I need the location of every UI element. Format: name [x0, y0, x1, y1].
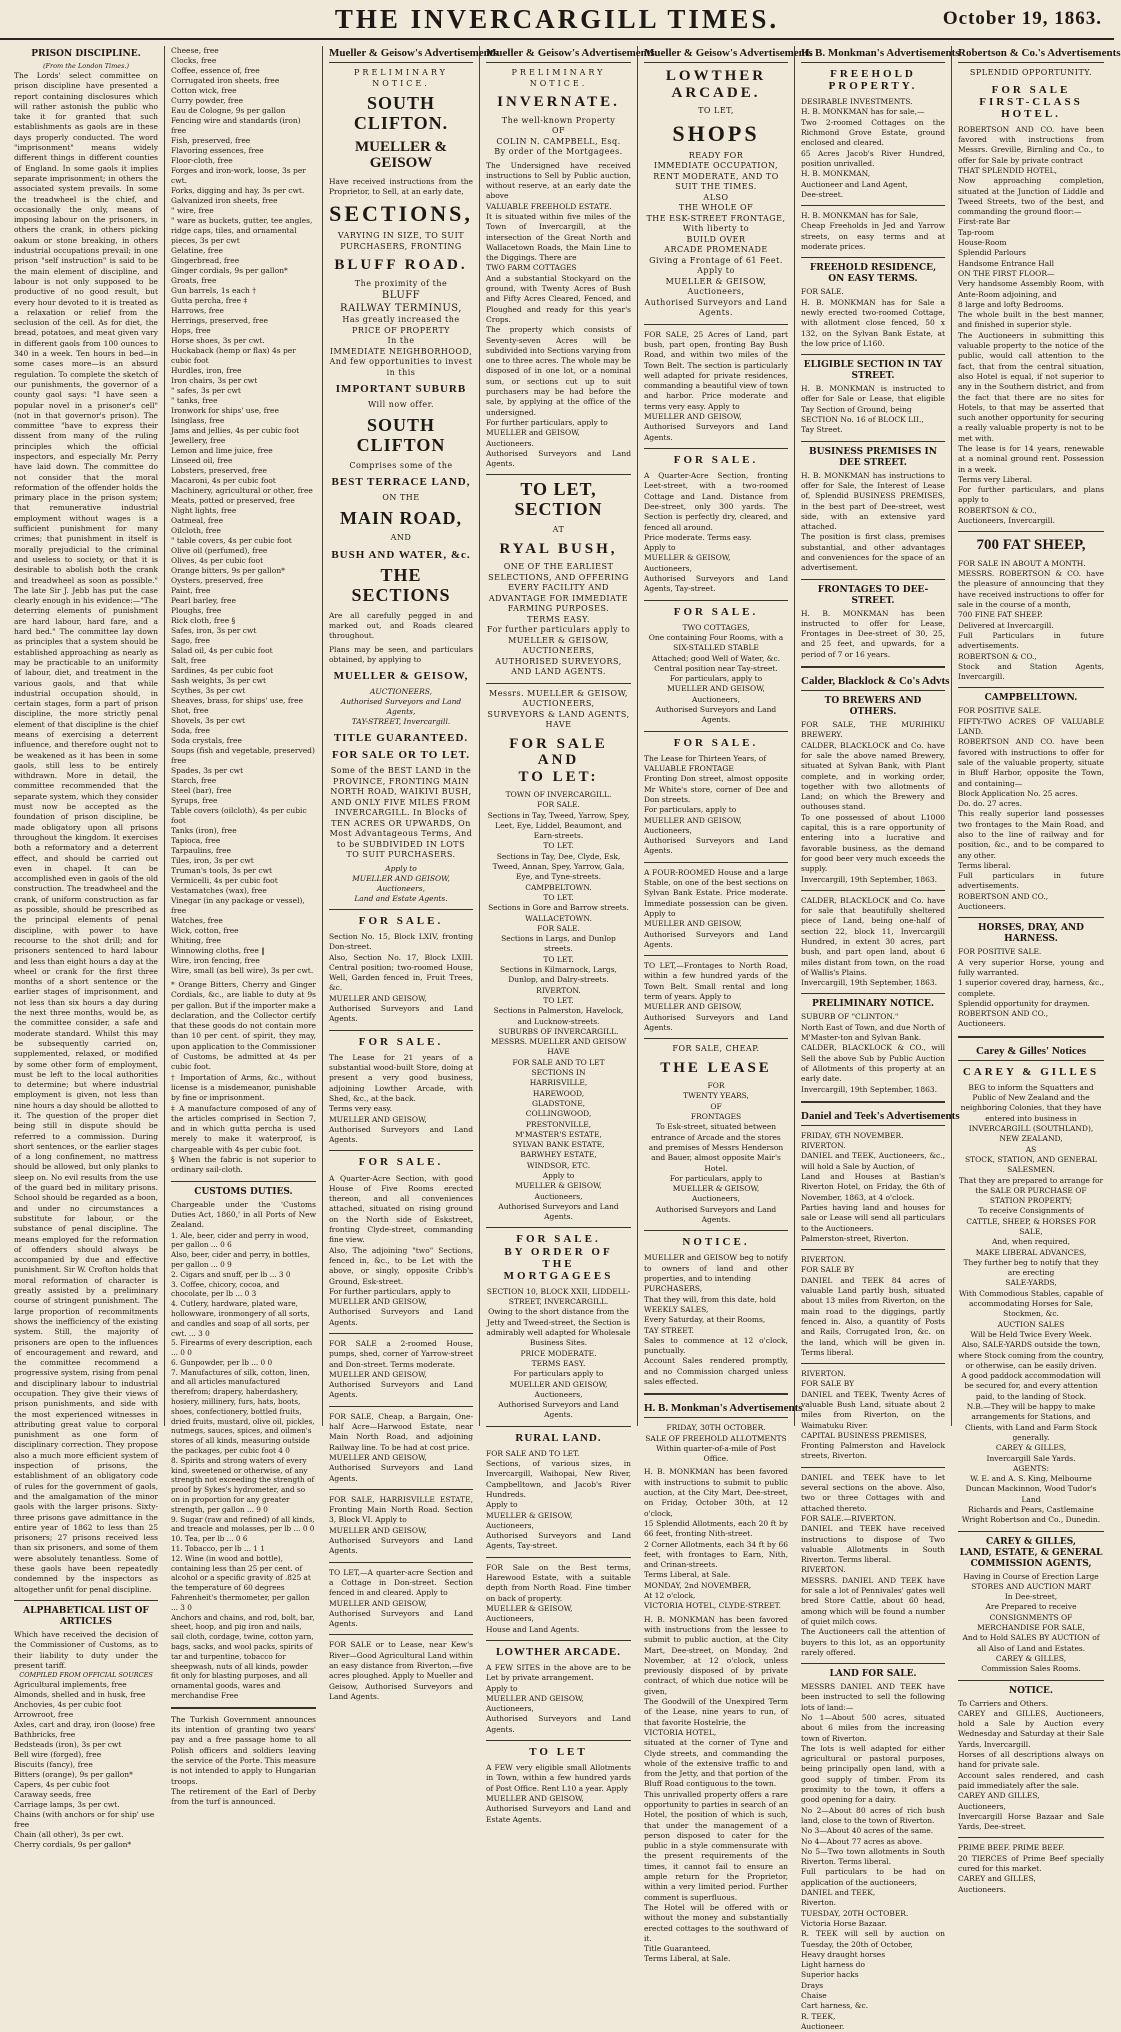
ad-text: Some of the BEST LAND in the PROVINCE, FRONTING MAIN NORTH ROAD, WAIKIVI BUSH, AND ONLY FIVE MILES FROM INVERCARGILL. In Blocks of TEN ACRES OR UPWARDS, On Most Advantageous Terms, And to be SUBDIVIDED IN LOTS TO SUIT PURCHASERS. [329, 766, 473, 860]
ad-text: Section No. 15, Block LXIV, fronting Don-street. Also, Section No. 17, Block LXIII. Central position; two-roomed House, Well, Garden fenced in, Fruit Trees, &c. MUELLER AND GEISOW, Authorised Surveyors and Land Agents. [329, 932, 473, 1024]
divider [801, 257, 945, 258]
ad-text: TO LET,—Frontages to North Road, within a few hundred yards of the Town Belt. Small rental and long term of years. Apply to MUELLER AND GEISOW, Authorised Surveyors and Land Agents. [644, 961, 788, 1032]
ad-text: The Undersigned have received instructions to Sell by Public auction, without reserve, at an early date the above VALUABLE FREEHOLD ESTATE. It is situated within five miles of the Town of Invercargill, at the intersection of the Great North and Wallacetown Roads, the Main Line to the Diggings. There are TWO FARM COTTAGES And a substantial Stockyard on the ground, with Twenty Acres of Bush and Fifty Acres Cleared, Fenced, and Ploughed and ready for this year's Crops. The property which consists of Seventy-seven Acres will be subdivided into Sections varying from one to three acres. The whole may be disposed of in one lot, or a nominal sum, or sections cut up to suit purchasers may be had before the sale, by applying at the office of the undersigned. For further particulars, apply to MUELLER and GEISOW, Auctioneers. Authorised Surveyors and Land Agents. [486, 160, 631, 469]
ad-agent-name: MUELLER & GEISOW [354, 138, 448, 172]
ad-text: BLUFF RAILWAY TERMINUS, [340, 290, 462, 315]
ad-headline: FOR SALE. [358, 1035, 444, 1048]
divider [801, 1363, 945, 1364]
ad-text: FRIDAY, 6TH NOVEMBER. RIVERTON. DANIEL and TEEK, Auctioneers, &c., will hold a Sale by Auction, of Land and Houses at Bastian's Riverton Hotel, on Friday, the 6th of November, 1863, at 4 o'clock. Parties having land and houses for sale or Lease will send all particulars to the Auctioneers. Palmerston-street, Riverton. [801, 1130, 945, 1243]
ad-text: BEG to inform the Squatters and Public of New Zealand and the neighboring Colonies, that they have entered into business in INVERCARGILL (SOUTHLAND), NEW ZEALAND, AS STOCK, STATION, AND GENERAL SALESMEN. That they are prepared to arrange for the SALE OR PURCHASE OF STATION PROPERTY; To receive Consignments of CATTLE, SHEEP, & HORSES FOR SALE, And, when required, MAKE LIBERAL ADVANCES, They further beg to notify that they are erecting SALE-YARDS, With Commodious Stables, capable of accommodating Horses for Sale, Stockmen, &c. AUCTION SALES Will be Held Twice Every Week. Also, SALE-YARDS outside the town, where Stock coming from the country, or otherwise, can be easily driven. A good paddock accommodation will be secured for, and every attention paid, to the landing of Stock. N.B.—They will be happy to make arrangements for Stations, and Clients, with Land and Farm Stock generally. CAREY & GILLES, Invercargill Sale Yards. AGENTS: W. E. and A. S. King, Melbourne Duncan Mackinnon, Wood Tudor's Land Richards and Pears, Castlemaine Wright Robertson and Co., Dunedin. [958, 1082, 1104, 1525]
ad-text: ON THE [382, 493, 420, 503]
ad-text: MUELLER and GEISOW beg to notify to owners of land and other properties, and to intending PURCHASERS, That they will, from this date, hold WEEKLY SALES, Every Saturday, at their Rooms, TAY STREET. Sales to commence at 12 o'clock, punctually. Account Sales rendered promptly, and no Commission charged unless sales effected. [644, 1253, 788, 1386]
divider [486, 1557, 631, 1558]
ad-text: FOR POSITIVE SALE. A very superior Horse, young and fully warranted. 1 superior covered dray, harness, &c., complete. Splendid opportunity for draymen. ROBERTSON AND CO., Auctioneers. [958, 947, 1104, 1029]
ad-text: CALDER, BLACKLOCK and Co. have for sale that beautifully sheltered piece of Land, being one-half of section 22, block 11, Invercargill Hundred, in extent 30 acres, part bush, and part open land, about 6 miles distant from town, on the road of Wallis's Plains. Invercargill, 19th September, 1863. [801, 895, 945, 988]
column-header: Mueller & Geisow's Advertisements [644, 46, 788, 63]
news-derby: The retirement of the Earl of Derby from the turf is announced. [171, 1786, 316, 1807]
list-intro: Which have received the decision of the Commissioner of Customs, as to their liability to duty under the present tariff. [14, 1629, 158, 1670]
ad-text: FOR SALE or to Lease, near Kew's River—Good Agricultural Land within an easy distance from Riverton,—five acres ploughed. Apply to Mueller and Geisow, Authorised Surveyors and Land Agents. [329, 1640, 473, 1701]
ad-text: ONE OF THE EARLIEST SELECTIONS, AND OFFERING EVERY FACILITY AND ADVANTAGE FOR IMMEDIATE FARMING PURPOSES. TERMS EASY. For further particulars apply to MUELLER & GEISOW, AUCTIONEERS, AUTHORISED SURVEYORS, AND LAND AGENTS. [486, 562, 631, 676]
ad-headline: FOR SALE. BY ORDER OF THE MORTGAGEES [503, 1233, 614, 1282]
ad-text: SUBURB OF "CLINTON." North East of Town, and due North of M'Master-ton and Sylvan Bank. CALDER, BLACKLOCK & CO., will Sell the above Sub by Public Auction of Allotments of this property at an early date. Invercargill, 19th September, 1863. [801, 1012, 945, 1094]
ad-text: TO LET, [698, 106, 734, 115]
ad-text: FRIDAY, 30TH OCTOBER. SALE OF FREEHOLD ALLOTMENTS Within quarter-of-a-mile of Post Office. [645, 1423, 787, 1464]
customs-intro: Chargeable under the 'Customs Duties Act, 1860,' in all Ports of New Zealand. [171, 1199, 316, 1230]
ad-headline: FREEHOLD RESIDENCE, ON EASY TERMS. [809, 263, 937, 285]
ad-headline: CAMPBELLTOWN. [984, 693, 1078, 704]
divider [644, 731, 788, 732]
ad-headline: THE LEASE [660, 1059, 772, 1076]
ad-text: FOR POSITIVE SALE. FIFTY-TWO ACRES OF VALUABLE LAND. ROBERTSON AND CO. have been favored with instructions to offer for sale of the valuable property, situate in Bluff Harbor, opposite the Town, and containing— Block Application No. 25 acres. Do. do. 27 acres. This really superior land possesses two frontages to the Main Road, and also to the line of railway and for position, &c., and to be compared to any other. Terms liberal. Full particulars in future advertisements. ROBERTSON AND CO., Auctioneers. [958, 706, 1104, 912]
ad-headline: NOTICE. [682, 1236, 750, 1249]
ad-headline: TO LET, SECTION [514, 479, 603, 520]
ad-text: H. B. MONKMAN has been favored with instructions from the lessee to submit to public auction, at the City Mart, Dee-street, on Monday, 2nd November, at 12 o'clock, unless previously disposed of by private contract, of which due notice will be given, The Goodwill of the Unexpired Term of the Lease, nine years to run, of that favorite Hostelrie, the VICTORIA HOTEL, situated at the corner of Tyne and Clyde streets, and commanding the whole of the extensive traffic to and from the Jetty, and that portion of the Bluff Road contiguous to the town. This unrivalled property offers a rare opportunity to parties in search of an Hotel, the position of which is such, that under the management of a person disposed to cater for the public in a style commensurate with the present requirements of the times, it cannot fail to ensure an ample return for the Proprietor, within a very limited period. Further comment is superfluous. The Hotel will be offered with or without the money and substantially erected cottages to the southward of it. Title Guaranteed. Terms Liberal, at Sale. [644, 1614, 788, 1964]
section-header: Carey & Gilles' Notices [958, 1044, 1104, 1061]
ad-text: H. B. MONKMAN has been instructed to offer for Lease, Frontages in Dee-street of 30, 25, and 25 feet, and upwards, for a period of 7 or 16 years. [801, 608, 945, 659]
ad-text: A Quarter-Acre Section, fronting Leet-street, with a two-roomed Cottage and Land. Distance from Dee-street, only 300 yards. The Section is perfectly dry, cleared, and fenced all around. Price moderate. Terms easy. Apply to MUELLER & GEISOW, Auctioneers, Authorised Surveyors and Land Agents, Tay-street. [644, 471, 788, 594]
news-turkish: The Turkish Government announces its intention of granting two years' pay and a free passage home to all Polish officers and soldiers leaving the service of the Porte. This measure is not intended to apply to Hungarian troops. [171, 1714, 316, 1786]
ad-headline: FOR SALE. [673, 736, 759, 749]
ad-text: FOR SALE IN ABOUT A MONTH. MESSRS. ROBERTSON & CO. have the pleasure of announcing that they have received instructions to offer for sale in the course of a month, 700 FINE FAT SHEEP. Delivered at Invercargill. Full Particulars in future advertisements. ROBERTSON & CO., Stock and Station Agents, Invercargill. [958, 558, 1104, 682]
ad-text: FOR SALE, THE MURIHIKU BREWERY. CALDER, BLACKLOCK and Co. have for sale the above named Brewery, situated at Sylvan Bank, with Plant complete, and in working order, together with two allotments of Land; on which the Brewery and outhouses stand. To one possessed of about L1000 capital, this is a rare opportunity of entering into a lucrative and favorable business, as the demand for good beer very much exceeds the supply. Invercargill, 19th September, 1863. [801, 720, 945, 884]
ad-headline: FRONTAGES TO DEE-STREET. [817, 584, 929, 606]
ad-text: DESIRABLE INVESTMENTS. H. B. MONKMAN has for sale,— Two 2-roomed Cottages on the Richmond Grove Estate, ground enclosed and cleared. 65 Acres Jacob's River Hundred, position unrivalled. H. B. MONKMAN, Auctioneer and Land Agent, Dee-street. [801, 97, 945, 199]
column-7 [952, 46, 1121, 1894]
divider [958, 531, 1104, 532]
divider [958, 1036, 1104, 1038]
ad-headline: FOR SALE AND TO LET: [509, 735, 608, 785]
ad-text: FOR SALE, 25 Acres of Land, part bush, part open, fronting Bay Bush Road, and within two miles of the Town Belt. The section is particularly well adapted for private residences, commanding a beautiful view of town and harbor. Price moderate and terms very easy. Apply to MUELLER AND GEISOW, Authorised Surveyors and Land Agents. [644, 329, 788, 442]
ad-headline: TO BREWERS AND OTHERS. [824, 696, 922, 718]
ad-text: H. B. MONKMAN has for Sale, Cheap Freeholds in Jed and Yarrow streets, on easy terms and at moderate prices. [801, 211, 945, 252]
ad-text: The well-known Property OF COLIN N. CAMPBELL, Esq. By order of the Mortgagees. [494, 115, 623, 156]
divider [329, 1333, 473, 1334]
ad-signature: Apply to MUELLER AND GEISOW, Auctioneers, Land and Estate Agents. [352, 863, 450, 903]
ad-text: A Quarter-Acre Section, with good House of Five Rooms erected thereon, and all conveniences attached, situated on rising ground on the North side of Eskstreet, fronting Clyde-street, commanding fine view. Also, The adjoining "two" Sections, fenced in, &c., to be Let with the above, or singly, opposite Cribb's Ground, Esk-street. For further particulars, apply to MUELLER AND GEISOW, Authorised Surveyors and Land Agents. [329, 1173, 473, 1327]
ad-kicker: PRELIMINARY NOTICE. [354, 68, 448, 88]
ad-text: RIVERTON. FOR SALE BY DANIEL and TEEK 84 acres of valuable Land partly bush, situated about 13 miles from Riverton, on the main road to the diggings, partly fenced in. Also, a quantity of Posts and Rails, Corrugated Iron, &c. on the land, which will be given in. Terms liberal. [801, 1255, 945, 1357]
divider [644, 862, 788, 863]
divider [958, 1680, 1104, 1681]
divider [801, 666, 945, 668]
ad-headline: BEST TERRACE LAND, [331, 476, 471, 489]
ad-headline: FOR SALE. [673, 453, 759, 466]
customs-heading: CUSTOMS DUTIES. [194, 1186, 293, 1197]
ad-text: FOR SALE, CHEAP. [672, 1044, 760, 1054]
column-1 [8, 46, 165, 1850]
divider [801, 993, 945, 994]
ad-headline: SHOPS [672, 120, 760, 146]
ad-headline: ELIGIBLE SECTION IN TAY STREET. [803, 360, 943, 382]
ad-text: READY FOR IMMEDIATE OCCUPATION, RENT MODERATE, AND TO SUIT THE TIMES. ALSO THE WHOLE OF THE ESK-STREET FRONTAGE, With liberty to BUILD OVER ARCADE PROMENADE Giving a Frontage of 61 Feet. Apply to MUELLER & GEISOW, Auctioneers, Authorised Surveyors and Land Agents. [644, 150, 788, 318]
column-4 [480, 46, 655, 1824]
ad-headline: LOWTHER ARCADE. [665, 68, 767, 101]
ad-headline: PRELIMINARY NOTICE. [812, 999, 934, 1010]
divider [329, 1030, 473, 1031]
ad-text: Are all carefully pegged in and marked out, and Roads cleared throughout. [329, 610, 473, 641]
divider [329, 1489, 473, 1490]
ad-headline: INVERNATE. [497, 94, 620, 110]
ad-headline: THE SECTIONS [351, 565, 451, 605]
divider [171, 1707, 316, 1709]
ad-text: H. B. MONKMAN is instructed to offer for Sale or Lease, that eligible Tay Section of Ground, being SECTION No. 16 of BLOCK LII., Tay Street. [801, 384, 945, 435]
column-header: Mueller & Geisow's Advertisements [486, 46, 631, 63]
divider [801, 1249, 945, 1250]
ad-text: Has greatly increased the PRICE OF PROPERTY In the IMMEDIATE NEIGHBORHOOD, And few opportunities to invest in this [329, 315, 473, 377]
divider [329, 1406, 473, 1407]
divider [958, 687, 1104, 688]
ad-headline: SOUTH CLIFTON [356, 414, 446, 455]
ad-headline: SECTIONS, [329, 201, 473, 227]
ad-headline: FOR SALE. [358, 914, 444, 927]
ad-text: RIVERTON. FOR SALE BY DANIEL and TEEK, Twenty Acres of valuable Bush Land, situate about 2 miles from Riverton, on the Waimatuku River. CAPITAL BUSINESS PREMISES, Fronting Palmerston and Havelock streets, Riverton. [801, 1369, 945, 1461]
articles-list-continued: Cheese, free Clocks, free Coffee, essence of, free Corrugated iron sheets, free Cotton wick, free Curry powder, free Eau de Cologne, 9s per gallon Fencing wire and standards (iron) free Fish, preserved, free Flavoring essences, free Floor-cloth, free Forges and iron-work, loose, 3s per cwt. Forks, digging and hay, 3s per cwt. Galvanized iron sheets, free " wire, free " ware as buckets, gutter, tee angles, ridge caps, tiles, and ornamental pieces, 3s per cwt Gelatine, free Gingerbread, free Ginger cordials, 9s per gallon* Groats, free Gun barrels, 1s each † Gutta percha, free ‡ Harrows, free Herrings, preserved, free Hops, free Horse shoes, 3s per cwt. Huckaback (hemp or flax) 4s per cubic foot Hurdles, iron, free Iron chairs, 3s per cwt " safes, 3s per cwt " tanks, free Ironwork for ships' use, free Isinglass, free Jams and jellies, 4s per cubic foot Jewellery, free Lemon and lime juice, free Linseed oil, free Lobsters, preserved, free Macaroni, 4s per cubic foot Machinery, agricultural or other, free Meats, potted or preserved, free Night lights, free Oatmeal, free Oilcloth, free " table covers, 4s per cubic foot Olive oil (perfumed), free Olives, 4s per cubic foot Orange bitters, 9s per gallon* Oysters, preserved, free Paint, free Pearl barley, free Ploughs, free Rick cloth, free § Safes, iron, 3s per cwt Sago, free Salad oil, 4s per cubic foot Salt, free Sardines, 4s per cubic foot Sash weights, 3s per cwt Scythes, 3s per cwt Sheaves, brass, for ships' use, free Shot, free Shovels, 3s per cwt Soda, free Soda crystals, free Soups (fish and vegetable, preserved) free Spades, 3s per cwt Starch, free Steel (bar), free Syrups, free Table covers (oilcloth), 4s per cubic foot Tanks (iron), free Tapioca, free Tarpaulins, free Tiles, iron, 3s per cwt Truman's tools, 3s per cwt Vermicelli, 4s per cubic foot Vestamatches (wax), free Vinegar (in any package or vessel), free Watches, free Wick, cotton, free Whiting, free Winnowing cloths, free ‖ Wire, iron fencing, free Wire, small (as bell wire), 3s per cwt. [171, 46, 315, 975]
masthead [0, 0, 1114, 40]
customs-duties-table: 1. Ale, beer, cider and perry in wood, per gallon ... 0 6 Also, beer, cider and perry, in bottles, per gallon ... 0 9 2. Cigars and snuff, per lb ... 3 0 3. Coffee, chicory, cocoa, and chocolate, per lb ... 0 3 4. Cutlery, hardware, plated ware, hollowware, ironmongery of all sorts, and candles and soap of all sorts, per cwt. ... 3 0 5. Firearms of every description, each ... 0 0 6. Gunpowder, per lb ... 0 0 7. Manufactures of silk, cotton, linen, and all articles manufactured therefrom; drapery, haberdashery, hosiery, millinery, furs, hats, boots, shoes, confectionery, bottled fruits, dried fruits, mustard, olive oil, pickles, nutmegs, sauces, spices, and oilmen's stores of all kinds, measuring outside the packages, per cubic foot 4 0 8. Spirits and strong waters of every kind, sweetened or otherwise, of any strength not exceeding the strength of proof by Sykes's hydrometer, and so on in proportion for any greater strength, per gallon ... 9 0 9. Sugar (raw and refined) of all kinds, and treacle and molasses, per lb ... 0 0 10. Tea, per lb ... 0 6 11. Tobacco, per lb ... 1 1 12. Wine (in wood and bottle), containing less than 25 per cent. of alcohol or a specific gravity of .825 at the temperature of 60 degrees Fahrenheit's thermometer, per gallon ... 3 0 Anchors and chains, and rod, bolt, bar, sheet, hoop, and pig iron and nails, sail cloth, cordage, twine, cotton yarn, bags, sacks, and wool packs, spirits of tar and turpentine, tobacco for sheepwash, nuts of all kinds, powder fit only for blasting purposes, and all ornamental goods, wares and merchandise Free [171, 1230, 315, 1700]
ad-text: TO LET,—A quarter-acre Section and a Cottage in Don-street. Section fenced in and cleared. Apply to MUELLER AND GEISOW, Authorised Surveyors and Land Agents. [329, 1567, 473, 1629]
column-header: Mueller & Geisow's Advertisements [329, 46, 473, 63]
ad-headline: IMPORTANT SUBURB [335, 383, 467, 396]
ad-text: FOR Sale on the Best terms, Harewood Estate, with a suitable depth from North Road. Fine timber on back of property. MUELLER & GEISOW, Auctioneers, House and Land Agents. [486, 1562, 631, 1634]
articles-list: Agricultural implements, free Almonds, shelled and in husk, free Anchovies, 4s per cubic foot Arrowroot, free Axles, cart and dray, iron (loose) free Bathbricks, free Bedsteads (iron), 3s per cwt Bell wire (forged), free Biscuits (fancy), free Bitters (orange), 9s per gallon* Capers, 4s per cubic foot Caraway seeds, free Carriage lamps, 3s per cwt. Chains (with anchors or for ship' use free Chain (all other), 3s per cwt. Cherry cordials, 9s per gallon* [14, 1680, 156, 1850]
ad-text: Having in Course of Erection Large STORES AND AUCTION MART In Dee-street, Are Prepared to receive CONSIGNMENTS OF MERCHANDISE FOR SALE, And to Hold SALES BY AUCTION of all Also of Land and Estates. CAREY & GILLES, Commission Sales Rooms. [962, 1571, 1100, 1674]
ad-text: FOR SALE AND TO LET. Sections, of various sizes, in Invercargill, Waihopai, New River, Campbelltown, and Jacob's River Hundreds. Apply to MUELLER & GEISOW, Auctioneers, Authorised Surveyors and Land Agents, Tay-street. [486, 1448, 631, 1551]
divider [486, 1426, 631, 1427]
section-header: H. B. Monkman's Advertisements [644, 1401, 788, 1418]
ad-text: Have received instructions from the Proprietor, to Sell, at an early date, [329, 176, 473, 196]
ad-headline: RYAL BUSH, [499, 540, 618, 557]
divider [644, 448, 788, 449]
divider [486, 1740, 631, 1741]
ad-kicker: PRELIMINARY NOTICE. [511, 68, 606, 88]
ad-text: H. B. MONKMAN has instructions to offer for Sale, the Interest of Lease of, Splendid BUSINESS PREMISES, in the best part of Dee-street, west side, with an extensive yard attached. The position is first class, premises substantial, and other advantages and conveniences for the space of an advertisement. [801, 470, 945, 573]
ad-text: SECTION 10, BLOCK XXII, LIDDELL-STREET, INVERCARGILL. Owing to the short distance from the Jetty and Tweed-street, the Section is admirably well adapted for Wholesale Business Sites. PRICE MODERATE. TERMS EASY. For particulars apply to MUELLER AND GEISOW, Auctioneers, Authorised Surveyors and Land Agents. [486, 1286, 631, 1420]
column-5 [638, 46, 813, 1964]
ad-text: A FEW SITES in the above are to be Let by private arrangement. Apply to MUELLER AND GEISOW, Auctioneers, Authorised Surveyors and Land Agents. [486, 1662, 631, 1734]
divider [329, 1562, 473, 1563]
divider [801, 1467, 945, 1468]
ad-headline: FOR SALE. [673, 605, 759, 618]
ad-text: FOR SALE. H. B. MONKMAN has for Sale a newly erected two-roomed Cottage, with allotment close fenced, 50 x 132, on the Sylvan Bank Estate, at the low price of L160. [801, 287, 945, 348]
ad-headline: CAREY & GILLES [962, 1065, 1100, 1078]
divider [329, 1634, 473, 1635]
ad-headline: FOR SALE OR TO LET. [332, 749, 470, 762]
divider [486, 683, 631, 684]
divider [644, 1038, 788, 1039]
ad-text: The proximity of the [354, 278, 448, 288]
column-6 [795, 46, 960, 2031]
ad-text: FOR SALE, Cheap, a Bargain, One-half Acre—Harwood Estate, near Main North Road, and adjoining Railway line. To be had at cost price. MUELLER AND GEISOW, Authorised Surveyors and Land Agents. [329, 1411, 473, 1483]
divider [801, 354, 945, 355]
divider [958, 917, 1104, 918]
ad-text: The Lease for Thirteen Years, of VALUABLE FRONTAGE Fronting Don street, almost opposite Mr White's store, corner of Dee and Don streets. For particulars, apply to MUELLER AND GEISOW, Auctioneers, Authorised Surveyors and Land Agents. [644, 753, 788, 856]
article-heading: PRISON DISCIPLINE. [31, 49, 141, 59]
ad-headline: NOTICE. [1008, 1685, 1054, 1696]
ad-headline: FREEHOLD PROPERTY. [828, 68, 918, 93]
divider [14, 1600, 158, 1601]
ad-agent-name: MUELLER & GEISOW, [333, 670, 469, 683]
article-body: The Lords' select committee on prison discipline have presented a report containing disclosures which will rather astonish the public who take it for granted that such establishments as gaols are in these days properly conducted. The word "imprisonment" means widely different things in different counties of England. In some gaols it implies separate imprisonment; in others the associated system prevails. In some the treadwheel is the chief, and occasionally the only, means of imposing labour on the prisoners, in others the crank, in others picking oakum or stone breaking, in others industrial occupations prevail; in one prison "self instruction" is said to be the main element of discipline, and labour is not only supposed to be productive of no good result, but every hour devoted to it is treated as a relaxation or relief from the seclusion of the cell. As for diet, the bread, potatoes, and meat given vary in different gaols from 100 ounces to 340 in a week. Ten hours in bed—in some cases more—is an absurd regulation. To complete the sketch of our punishments, the governor of a county gaol says: "I have seen a popular novel in a prisoner's cell" (not in that governor's prison). The committee "have to express their dissent from many of the ruling principles which the official inspectors, and especially Mr. Perry have laid down. The committee do not consider that the moral reformation of the offender holds the primary place in the prison system; that remunerative industrial employment without wages is a sufficient punishment for many crimes; that punishment in itself is morally prejudicial to the criminal and useless to society, or that it is desirable to abolish both the crank and treadwheel as soon as possible." The late Sir J. Jebb has put the case clearly enough in his evidence:—"The deterring elements of punishment are hard labour, hard fare, and a hard bed." The committee lay down as principles that a system should be established approaching as nearly as may be practicable to an uniformity of labour, diet, and treatment in the various gaols, and that while industrial occupation should, in certain stages, form a part of prison discipline, the more strictly penal element of that discipline is the chief means of exercising a deterrent influence, and therefore ought not to be weakened as it has been in some gaols, still less to be entirely withdrawn. More in detail, the committee recommended that the separate system, which they consider must now be accepted as the foundation of prison discipline, be made obligatory upon all prisons throughout the kingdom. It exercises both a reformatory and a deterrent effect, and should be carried out even in chapel. It can be accomplished even in gaols of the old construction. The treadwheel and the crank, of uniform construction as far as possible, should be prescribed as the principal elements of penal discipline, with power to have recourse to the shot drill; and for prisoners sentenced to hard labour and less than eight hours a day at the wheel or crank for the first three months of a short sentence or the earlier stages of imprisonment, and not less than six hours a day during the next three months, would be, as the committee consider, a safe and moderate standard. Whilst this may be subsequently carried on, supplemented, relaxed, or modified by some other form of employment, must be left to the local authorities to determine; but where industrial employment is given, not less than nine hours a day should be allotted to it. The question of the proper diet being still in dispute should be referred to a commission. During short sentences, or the earlier stages of a long confinement, no mattress should be allowed, but only planks to sleep on. No evil results from the use of the guard bed in military prisons. School should be regarded as a boon, and under no circumstances a substitute for labour, or the substance of penal discipline. The means employed for the reformation of offenders should always be accompanied by due and effective punishment. Sir W. Crofton holds that moral reformation of character is greatly assisted by a preliminary course of stringent punishment. The large proportion of recommitments shows the inefficiency of the existing system. Still, the majority of prisoners are open to the influences of encouragement and reward, and the committee recommend a progressive system, rising from penal and disciplinary labour to industrial occupation. They give their views of prison punishments, and side with the most experienced witnesses in attributing great value to corporal punishment as one form of disciplinary correction. They propose also a much more efficient system of inspection of prisons, the establishment of an obligatory code of rules for the government of gaols, and the amalgamation of the minor gaols with the larger prisons. Sixty-three prisons gave admittance in the entire year of 1862 to less than 25 prisoners; 27 prisons received less than six prisoners, and some of them were absolutely tenantless. Some of these gaols have been repeatedly condemned by the inspectors as altogether unfit for penal discipline. [14, 71, 158, 1594]
ad-text: FOR TWENTY YEARS, OF FRONTAGES To Esk-street, situated between entrance of Arcade and the stores and premises of Messrs Henderson and Bauer, almost opposite Mair's Hotel. For particulars, apply to MUELLER & GEISOW, Auctioneers, Authorised Surveyors and Land Agents. [648, 1081, 784, 1225]
divider [329, 1150, 473, 1151]
ad-headline: HORSES, DRAY, AND HARNESS. [978, 923, 1084, 945]
ad-text: H. B. MONKMAN has been favored with instructions to submit to public auction, at the City Mart, Dee-street, on Friday, October 30th, at 12 o'clock, 15 Splendid Allotments, each 20 ft by 66 feet, fronting Nith-street. 2 Corner Allotments, each 34 ft by 66 feet, with frontages to Earn, Nith, and Crinan-streets. Terms Liberal, at Sale. MONDAY, 2nd NOVEMBER, At 12 o'clock, VICTORIA HOTEL, CLYDE-STREET. [644, 1467, 788, 1611]
ad-text: TWO COTTAGES, One containing Four Rooms, with a SIX-STALLED STABLE Attached; good Well of Water, &c. Central position near Tay-street. For particulars, apply to MUELLER AND GEISOW, Auctioneers, Authorised Surveyors and Land Agents. [648, 622, 784, 725]
ad-headline: MAIN ROAD, [340, 507, 462, 528]
divider [801, 890, 945, 891]
ad-text: FOR SALE a 2-roomed House, pumps, shed, corner of Yarrow-street and Don-street. Terms moderate. MUELLER AND GEISOW, Authorised Surveyors and Land Agents. [329, 1338, 473, 1400]
divider [801, 1663, 945, 1664]
divider [329, 909, 473, 910]
divider [644, 600, 788, 601]
ad-headline: BLUFF ROAD. [334, 257, 468, 274]
newspaper-title: THE INVERCARGILL TIMES. [334, 4, 780, 34]
ad-text: Will now offer. [367, 400, 435, 410]
ad-headline: FOR SALE. [358, 1156, 444, 1169]
ad-headline: TO LET [529, 1746, 588, 1759]
divider [644, 1393, 788, 1395]
ad-text: VARYING IN SIZE, TO SUIT PURCHASERS, FRONTING [337, 231, 465, 251]
ad-headline: LOWTHER ARCADE. [495, 1645, 622, 1658]
ad-text: Plans may be seen, and particulars obtained, by applying to [329, 644, 473, 664]
column-3 [323, 46, 498, 1701]
ad-headline: SOUTH CLIFTON. [353, 93, 449, 133]
article-source: (From the London Times.) [42, 62, 130, 70]
ad-headline: TITLE GUARANTEED. [333, 732, 469, 745]
ad-headline: 700 FAT SHEEP, [976, 537, 1086, 554]
ad-headline: FOR SALE FIRST-CLASS HOTEL. [979, 83, 1083, 120]
divider [486, 1227, 631, 1228]
ad-headline: CAREY & GILLES, LAND, ESTATE, & GENERAL COMMISSION AGENTS, [959, 1536, 1103, 1569]
ad-text: AND [390, 533, 412, 543]
divider [486, 474, 631, 475]
issue-date: October 19, 1863. [942, 8, 1102, 29]
section-header: Calder, Blacklock & Co's Advts [801, 674, 945, 691]
divider [644, 324, 788, 325]
ad-headline: BUSH AND WATER, &c. [331, 548, 471, 561]
divider [486, 1640, 631, 1641]
ad-text: Messrs. MUELLER & GEISOW, AUCTIONEERS, SURVEYORS & LAND AGENTS, HAVE [487, 688, 630, 729]
column-header: Robertson & Co.'s Advertisements [958, 46, 1104, 63]
ad-text: The Lease for 21 years of a substantial wood-built Store, doing at present a very good business, adjoining Lowther Arcade, with Shed, &c., at the back. Terms very easy. MUELLER AND GEISOW, Authorised Surveyors and Land Agents. [329, 1052, 473, 1145]
ad-text: A FOUR-ROOMED House and a large Stable, on one of the best sections on Sylvan Bank Estate. Price moderate. Immediate possession can be given. Apply to MUELLER AND GEISOW, Authorised Surveyors and Land Agents. [644, 867, 788, 949]
ad-text: FOR SALE, HARRISVILLE ESTATE, Fronting Main North Road. Section 3, Block VI. Apply to MUELLER AND GEISOW, Authorised Surveyors and Land Agents. [329, 1494, 473, 1556]
divider [644, 955, 788, 956]
ad-text: PRIME BEEF. PRIME BEEF. 20 TIERCES of Prime Beef specially cured for this market. CAREY and GILLES, Auctioneers. [958, 1843, 1104, 1894]
divider [958, 1531, 1104, 1532]
ad-text: DANIEL and TEEK have to let several sections on the above. Also, two or three Cottages with and attached thereto. FOR SALE.—RIVERTON. DANIEL and TEEK have received instructions to dispose of Two valuable Allotments in South Riverton. Terms liberal. RIVERTON. MESSRS. DANIEL AND TEEK have for sale a lot of Pennivales' gates well bred Store Cattle, about 60 head, among which will be found a number of quiet milch cows. The Auctioneers call the attention of buyers to this lot, as an opportunity rarely offered. [801, 1472, 945, 1657]
ad-text: Comprises some of the [349, 460, 453, 470]
list-source: COMPILED FROM OFFICIAL SOURCES [19, 1671, 153, 1680]
ad-text: MESSRS DANIEL AND TEEK have been instructed to sell the following lots of land:— No 1—About 500 acres, situated about 6 miles from the increasing town of Riverton. The lots is well adapted for either agricultural or pastoral purposes, being principally open land, with a good supply of timber. From its proximity to the town, it offers a good opening for a dairy. No 2—About 80 acres of rich bush land, close to the town of Riverton. No 3—About 40 acres of the same. No 4—About 77 acres as above. No 5—Two town allotments in South Riverton. Terms liberal. Full particulars to be had on application of the auctioneers, DANIEL and TEEK, Riverton. TUESDAY, 20TH OCTOBER. Victoria Horse Bazaar. R. TEEK will sell by auction on Tuesday, the 20th of October, Heavy draught horses Light harness do Superior hacks Drays Chaise Cart harness, &c. R. TEEK, Auctioneer. [801, 1682, 945, 2031]
divider [958, 1837, 1104, 1838]
column-header: H. B. Monkman's Advertisements [801, 46, 945, 63]
tariff-notes: * Orange Bitters, Cherry and Ginger Cordials, &c., are liable to duty at 9s per gallon. But if the importer make a declaration, and the Collector certify that these goods do not contain more than 10 per cent. of spirit, they may, upon application to the Commissioner of Customs, be admitted at 4s per cubic foot. † Importation of Arms, &c., without license is a misdemeanor, punishable by fine or imprisonment. ‡ A manufacture composed of any of the articles comprised in Section 7, and in which gutta percha is used merely to make it waterproof, is chargeable with 4s per cubic foot. § When the fabric is not superior to ordinary sail-cloth. [171, 980, 316, 1175]
divider [171, 1181, 316, 1182]
ad-signature: AUCTIONEERS, Authorised Surveyors and Land Agents, TAY-STREET, Invercargill. [340, 687, 462, 727]
list-heading: ALPHABETICAL LIST OF ARTICLES [23, 1605, 149, 1627]
ad-kicker: SPLENDID OPPORTUNITY. [969, 68, 1093, 77]
ad-text: AT [552, 525, 565, 534]
ad-headline: RURAL LAND. [515, 1431, 602, 1444]
divider [801, 205, 945, 206]
ad-text: A FEW very eligible small Allotments in Town, within a few hundred yards of Post Office. Rent L10 a year. Apply MUELLER AND GEISOW, Authorised Surveyors and Land and Estate Agents. [486, 1763, 631, 1824]
ad-headline: BUSINESS PREMISES IN DEE STREET. [809, 446, 937, 468]
column-2 [165, 46, 323, 1807]
divider [644, 1230, 788, 1231]
ad-text: TOWN OF INVERCARGILL. FOR SALE. Sections in Tay, Tweed, Yarrow, Spey, Leet, Eye, Liddel, Beaumont, and Earn-streets. TO LET. Sections in Tay, Dee, Clyde, Esk, Tweed, Annan, Spey, Yarrow, Gala, Eye, and Tyne-streets. CAMPBELTOWN. TO LET. Sections in Gore and Barrow streets. WALLACETOWN. FOR SALE. Sections in Largs, and Dunlop streets. TO LET. Sections in Kilmarnock, Largs, Dunlop, and Dalry-streets. RIVERTON. TO LET. Sections in Palmerston, Havelock, and Lucknow-streets. SUBURBS OF INVERCARGILL. MESSRS. MUELLER AND GEISOW HAVE FOR SALE AND TO LET SECTIONS IN HARRISVILLE, HAREWOOD, GLADSTONE, COLLINGWOOD, PRESTONVILLE, M'MASTER'S ESTATE, SYLVAN BANK ESTATE, BARWHEY ESTATE, WINDSOR, ETC. Apply to MUELLER & GEISOW, Auctioneers, Authorised Surveyors and Land Agents. [487, 790, 630, 1222]
divider [801, 441, 945, 442]
ad-text: To Carriers and Others. CAREY and GILLES, Auctioneers, hold a Sale by Auction every Wednesday and Saturday at their Sale Yards, Invercargill. Horses of all descriptions always on hand for private sale. Account sales rendered, and cash paid immediately after the sale. CAREY AND GILLES, Auctioneers, Invercargill Horse Bazaar and Sale Yards, Dee-street. [958, 1698, 1104, 1832]
divider [801, 1101, 945, 1103]
ad-headline: LAND FOR SALE. [829, 1669, 917, 1680]
section-header: Daniel and Teek's Advertisements [801, 1109, 945, 1126]
divider [801, 579, 945, 580]
ad-text: ROBERTSON AND CO. have been favored with instructions from Messrs. Greville, Birnling and Co., to offer for Sale by private contract THAT SPLENDID HOTEL, Now approaching completion, situated at the Junction of Liddle and Tweed Streets, two of the best, and commanding the ground floor:— First-rate Bar Tap-room House-Room Splendid Parlours Handsome Entrance Hall ON THE FIRST FLOOR— Very handsome Assembly Room, with Ante-Room adjoining, and 8 large and lofty Bedrooms. The whole built in the best manner, and finished in superior style. The Auctioneers in submitting this valuable property to the notice of the public, would call attention to the fact, that from the central situation, also Hotel is equal, if not superior to any in the Southern district, and from the fact that there are no sites for Hotels, to that may be asserted that such another opportunity for securing a really valuable property is not to be met with. The lease is for 14 years, renewable at a nominal ground rent. Possession in a week. Terms very Liberal. For further particulars, and plans apply to ROBERTSON & CO., Auctioneers, Invercargill. [958, 124, 1104, 526]
